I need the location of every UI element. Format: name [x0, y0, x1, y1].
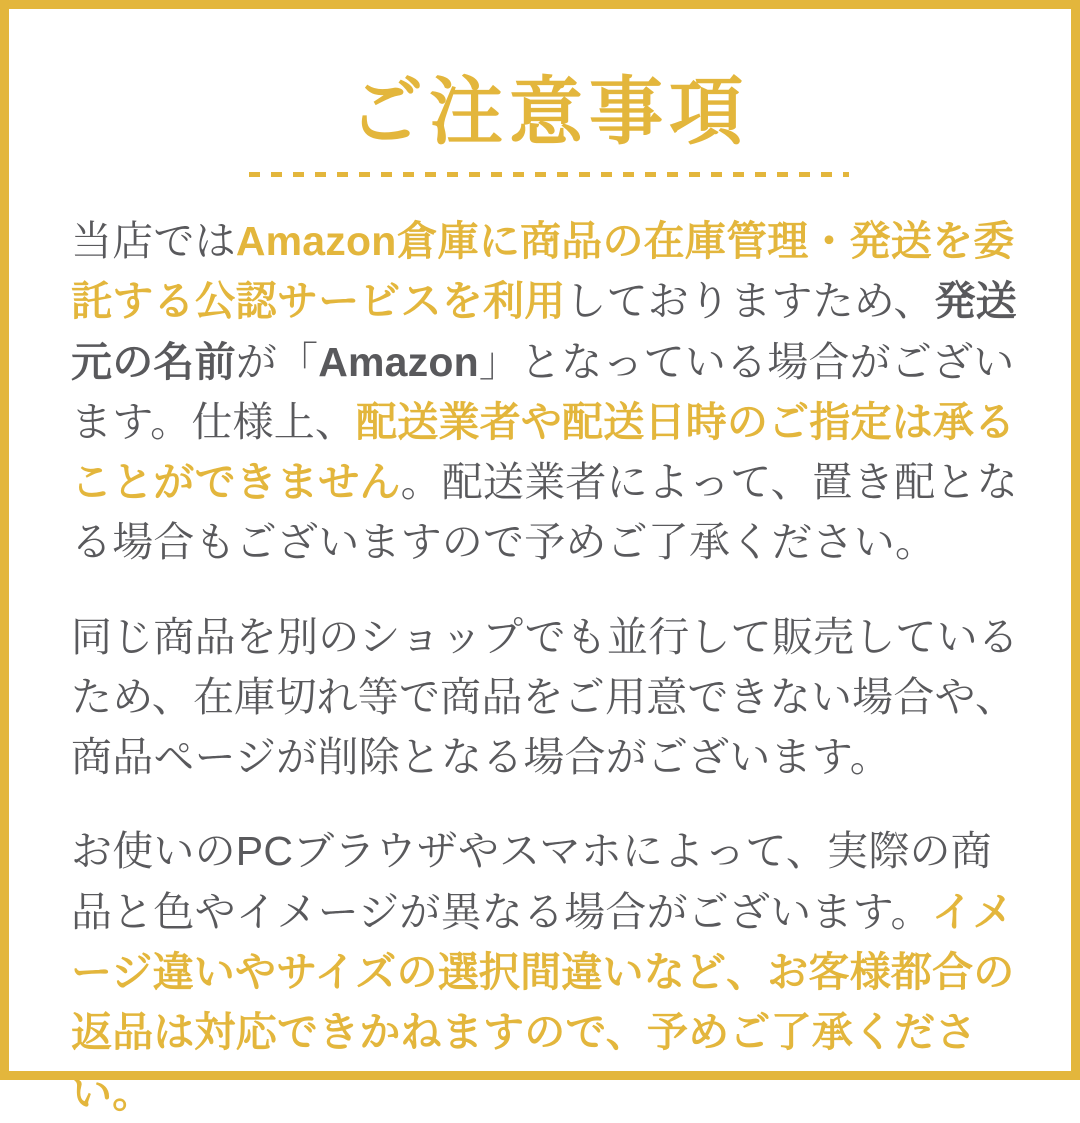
title-divider [249, 172, 849, 177]
text-run: お使いのPCブラウザやスマホによって、実際の商品と色やイメージが異なる場合がございます。 [71, 828, 992, 935]
text-run: 。配送業者によって、置き配となる場合もございますので予めご了承ください。 [71, 459, 1018, 566]
text-run: Amazon [318, 338, 479, 385]
text-run: しておりますため、 [565, 278, 935, 325]
text-run: 同じ商品を別のショップでも並行して販売しているため、在庫切れ等で商品をご用意できない場合や、商品ページが削除となる場合がございます。 [71, 613, 1020, 781]
paragraph-amazon-fulfillment-notice [71, 211, 1027, 573]
notice-content [9, 9, 1080, 1116]
text-run: イメージ違いやサイズの選択間違いなど、お客様都合の返品は対応できかねますので、予めご了承ください。 [71, 888, 1015, 1116]
paragraph-stock-notice [71, 607, 1027, 788]
text-run: が「 [235, 338, 319, 385]
text-run: 配送業者や配送日時のご指定は承ることができません [71, 398, 1016, 506]
text-run: Amazon倉庫に商品の在庫管理・発送を委託する公認サービスを利用 [71, 218, 1015, 325]
text-run: 」となっている場合がございます。仕様上、 [71, 338, 1015, 445]
text-run: 発送元の名前 [71, 278, 1017, 385]
notice-body [71, 211, 1027, 1123]
paragraph-color-image-notice [71, 821, 1027, 1122]
page-title: ご注意事項 [349, 70, 749, 153]
text-run: 当店では [71, 218, 236, 265]
